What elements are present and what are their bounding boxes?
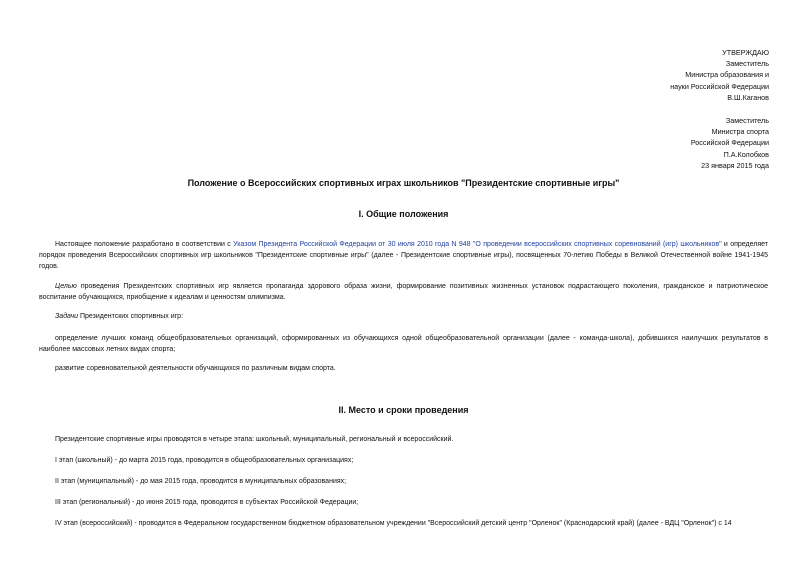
emphasis-tasks: Задачи [55,313,78,320]
emphasis-goal: Целью [55,283,77,290]
decree-link[interactable]: Указом Президента Российской Федерации от 30 июля 2010 года N 948 "О проведении всероссийских спортивных соревнований (игр) школьников" [233,241,722,248]
document-title: Положение о Всероссийских спортивных играх школьников "Президентские спортивные игры" [187,178,620,188]
approval-line: П.А.Колобков [723,149,769,159]
approval-block-education [670,47,769,103]
approval-line: науки Российской Федерации [670,81,769,91]
paragraph-text: Президентских спортивных игр: [78,313,184,320]
approval-block-sport [670,115,769,171]
paragraph-task-teams: определение лучших команд общеобразовательных организаций, сформированных из обучающихся одной общеобразовательной организации (далее - команда-школа), добившихся наилучших результатов в наиболее массовых летних видах спорта; [39,335,768,353]
approval-line: Российской Федерации [690,138,769,148]
paragraph-stage-1: I этап (школьный) - до марта 2015 года, проводится в общеобразовательных организациях; [55,457,354,464]
section-heading-general: I. Общие положения [358,209,449,219]
paragraph-text: Настоящее положение разработано в соответствии с [55,241,234,248]
paragraph-stage-4: IV этап (всероссийский) - проводится в Федеральном государственном бюджетном образовательном учреждении "Всероссийский детский центр "Орленок" (Краснодарский край) (далее - ВДЦ "Орленок") с 14 [55,520,732,527]
paragraph-stages: Президентские спортивные игры проводятся в четыре этапа: школьный, муниципальный, региональный и всероссийский. [55,436,454,443]
approval-stamp [670,47,769,171]
paragraph-stage-2: II этап (муниципальный) - до мая 2015 года, проводится в муниципальных образованиях; [55,478,347,485]
paragraph-goal [39,281,768,303]
approval-line: УТВЕРЖДАЮ [722,48,769,57]
approval-line: Министра образования и [685,70,769,80]
paragraph-stage-3: III этап (региональный) - до июня 2015 года, проводится в субъектах Российской Федерации; [55,499,359,506]
paragraph-text: проведения Президентских спортивных игр является пропаганда здорового образа жизни, формирование позитивных жизненных установок подрастающего поколения, гражданское и патриотическое воспитание обучающихся, приобщение к идеалам и ценностям олимпизма. [39,283,768,301]
paragraph-task-development: развитие соревновательной деятельности обучающихся по различным видам спорта. [55,365,336,372]
approval-date: 23 января 2015 года [701,160,769,170]
approval-line: Министра спорта [711,127,769,137]
paragraph-basis [39,239,768,272]
section-heading-place-dates: II. Место и сроки проведения [338,405,469,415]
paragraph-tasks [39,311,768,322]
approval-line: Заместитель [725,116,769,126]
approval-line: Заместитель [725,59,769,69]
paragraph-text: и определяет порядок проведения Всероссийских спортивных игр школьников "Президентские спортивные игры" (далее - Президентские спортивные игры), посвященных 70-летию Победы в Великой Отечественной войне 1941-1945 годов. [39,241,769,270]
approval-line: В.Ш.Каганов [727,92,769,102]
